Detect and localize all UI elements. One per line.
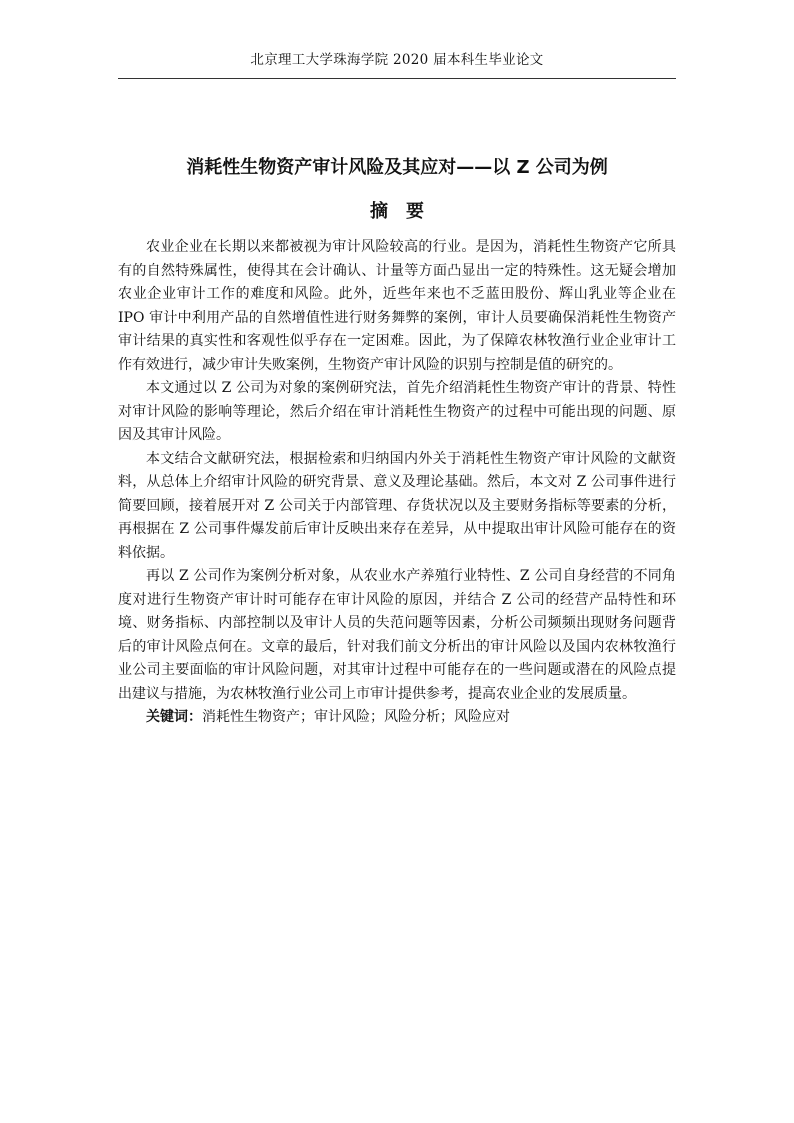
abstract-body (118, 236, 676, 730)
keywords-label: 关键词： (146, 709, 202, 725)
abstract-paragraph-3: 本文结合文献研究法，根据检索和归纳国内外关于消耗性生物资产审计风险的文献资料，从总体上介绍审计风险的研究背景、意义及理论基础。然后，本文对 Z 公司事件进行简要回顾，接着展开对 Z 公司关于内部管理、存货状况以及主要财务指标等要素的分析，再根据在 Z 公司事件爆发前后审计反映出来存在差异，从中提取出审计风险可能存在的资料依据。 (118, 450, 676, 561)
document-title: 消耗性生物资产审计风险及其应对——以 Z 公司为例 (186, 157, 608, 178)
keywords-line (118, 706, 676, 730)
abstract-paragraph-1: 农业企业在长期以来都被视为审计风险较高的行业。是因为，消耗性生物资产它所具有的自然特殊属性，使得其在会计确认、计量等方面凸显出一定的特殊性。这无疑会增加农业企业审计工作的难度和风险。此外，近些年来也不乏蓝田股份、辉山乳业等企业在 IPO 审计中利用产品的自然增值性进行财务舞弊的案例，审计人员要确保消耗性生物资产审计结果的真实性和客观性似乎存在一定困难。因此，为了保障农林牧渔行业企业审计工作有效进行，减少审计失败案例，生物资产审计风险的识别与控制是值的研究的。 (118, 239, 676, 373)
abstract-paragraph-2: 本文通过以 Z 公司为对象的案例研究法，首先介绍消耗性生物资产审计的背景、特性对审计风险的影响等理论，然后介绍在审计消耗性生物资产的过程中可能出现的问题、原因及其审计风险。 (118, 380, 676, 443)
header-divider (118, 78, 676, 79)
abstract-paragraph-4: 再以 Z 公司作为案例分析对象，从农业水产养殖行业特性、Z 公司自身经营的不同角度对进行生物资产审计时可能存在审计风险的原因，并结合 Z 公司的经营产品特性和环境、财务指标、内部控制以及审计人员的失范问题等因素，分析公司频频出现财务问题背后的审计风险点何在。文章的最后，针对我们前文分析出的审计风险以及国内农林牧渔行业公司主要面临的审计风险问题，对其审计过程中可能存在的一些问题或潜在的风险点提出建议与措施，为农林牧渔行业公司上市审计提供参考，提高农业企业的发展质量。 (118, 568, 676, 702)
running-header: 北京理工大学珠海学院 2020 届本科生毕业论文 (250, 52, 544, 68)
abstract-heading: 摘要 (370, 201, 442, 222)
keywords-text: 消耗性生物资产；审计风险；风险分析；风险应对 (202, 709, 510, 725)
